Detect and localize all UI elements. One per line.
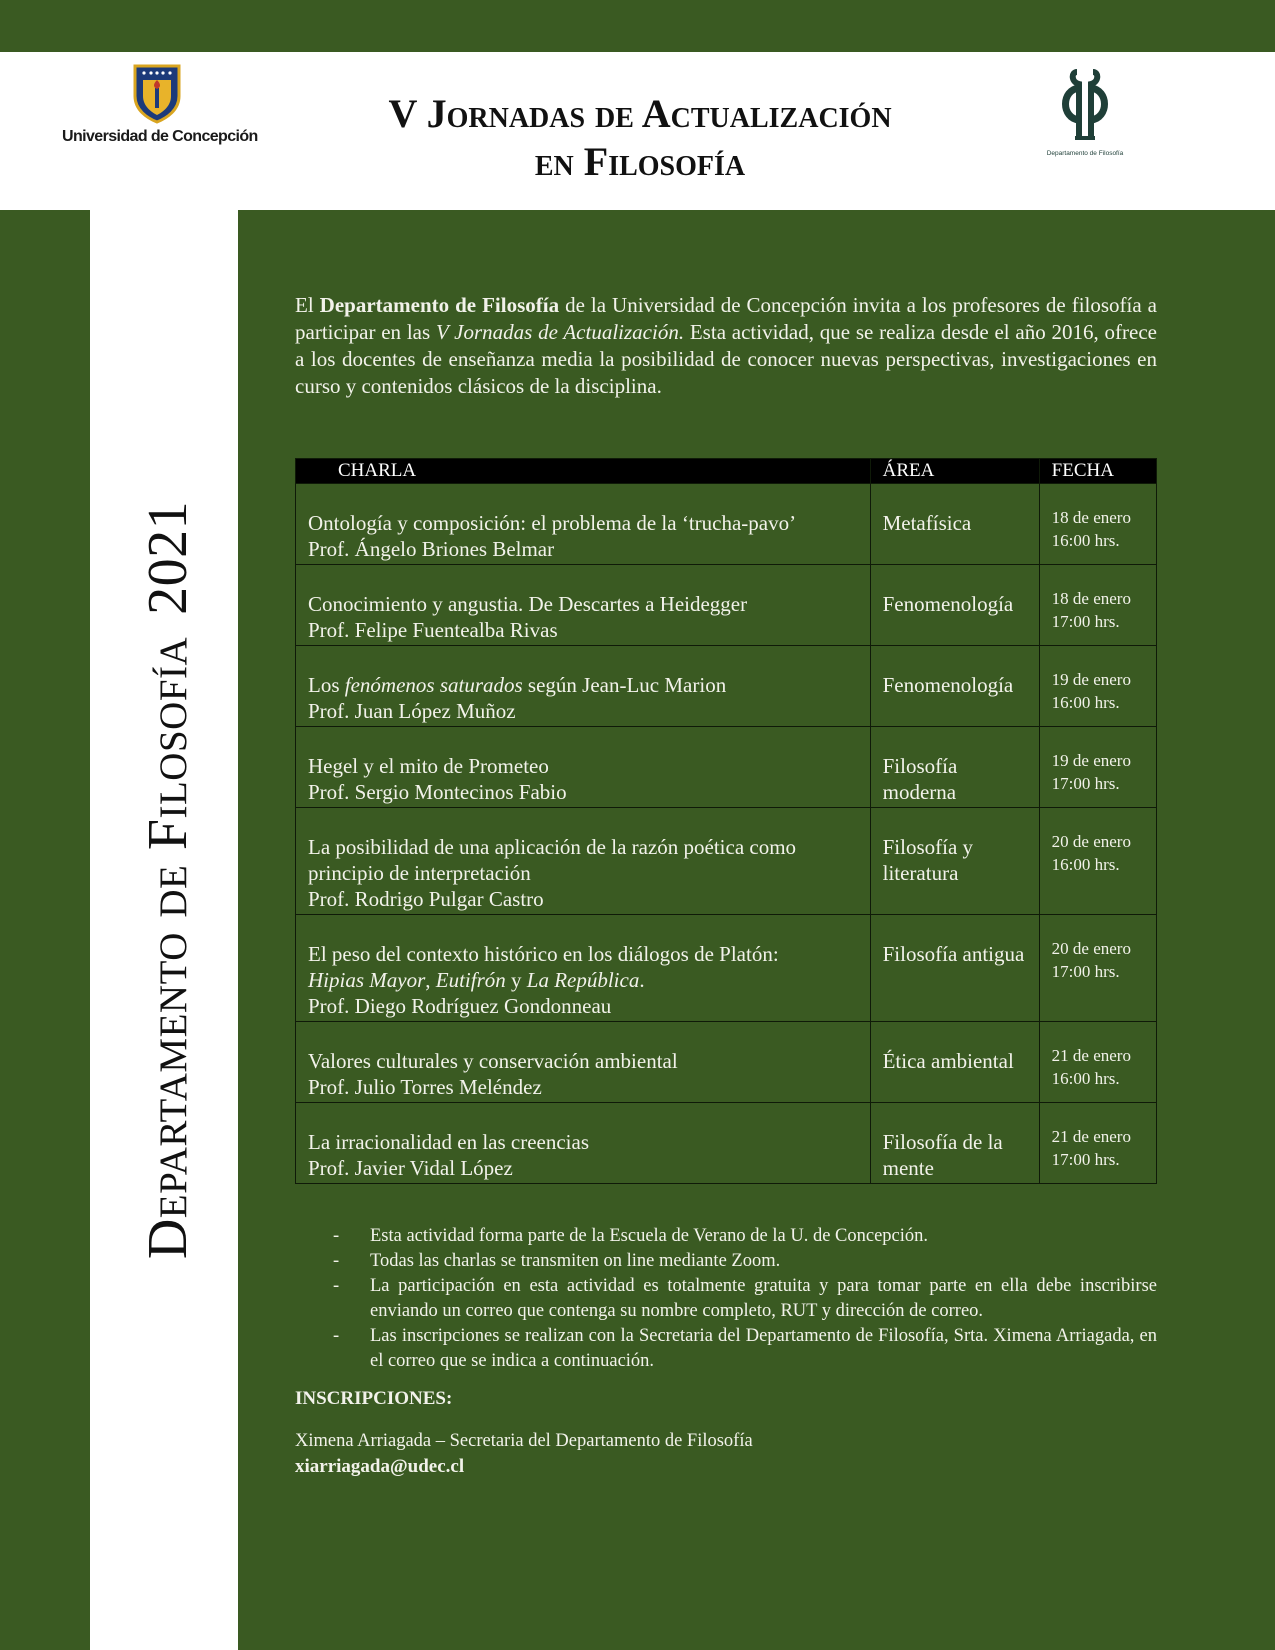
list-item <box>295 1224 1157 1249</box>
talk-date: 20 de enero <box>1051 832 1131 851</box>
intro-text-2: de la Universidad de Concepción invita a los profesores de filosofía a participar en las <box>295 293 1157 344</box>
talk-cell <box>296 808 871 915</box>
contact-email[interactable]: xiarriagada@udec.cl <box>295 1456 465 1477</box>
talk-time: 17:00 hrs. <box>1051 1150 1120 1169</box>
separator: . <box>639 968 645 992</box>
talk-title: La posibilidad de una aplicación de la razón poética como <box>308 835 797 859</box>
talk-date: 20 de enero <box>1051 939 1131 958</box>
talk-time: 17:00 hrs. <box>1051 962 1120 981</box>
talk-title-italic: fenómenos saturados <box>344 673 523 697</box>
area-line: literatura <box>882 861 959 885</box>
udec-shield-icon <box>131 62 183 124</box>
intro-text-3: Esta actividad, que se realiza desde el año 2016, ofrece a los docentes de enseñanza media la posibilidad de conocer nuevas perspectivas, investigaciones en curso y contenidos clásicos de la disciplina. <box>295 320 1157 398</box>
table-row <box>296 727 1157 808</box>
table-row <box>296 484 1157 565</box>
talk-cell <box>296 484 871 565</box>
area-cell: Metafísica <box>870 484 1039 565</box>
top-band <box>0 0 1275 52</box>
talk-date: 21 de enero <box>1051 1127 1131 1146</box>
note-text: Todas las charlas se transmiten on line mediante Zoom. <box>370 1251 781 1271</box>
talk-cell <box>296 1103 871 1184</box>
talk-professor: Prof. Ángelo Briones Belmar <box>308 537 555 561</box>
header <box>0 52 1275 210</box>
area-line: Filosofía <box>882 754 958 778</box>
talk-professor: Prof. Julio Torres Meléndez <box>308 1075 542 1099</box>
date-cell <box>1039 484 1156 565</box>
inscripciones-heading: INSCRIPCIONES: <box>295 1388 453 1409</box>
area-cell <box>870 727 1039 808</box>
talk-date: 18 de enero <box>1051 589 1131 608</box>
talk-professor: Prof. Javier Vidal López <box>308 1156 513 1180</box>
dept-logo-caption: Departamento de Filosofía <box>1046 150 1124 157</box>
work-title: Eutifrón <box>435 968 506 992</box>
date-cell <box>1039 808 1156 915</box>
talk-title <box>308 672 858 698</box>
separator: , <box>425 968 436 992</box>
note-text: Las inscripciones se realizan con la Secretaria del Departamento de Filosofía, Srta. Ximena Arriagada, en el correo que se indica a continuación. <box>370 1326 1157 1371</box>
talk-title-part: Los <box>308 673 345 697</box>
date-cell <box>1039 565 1156 646</box>
list-dash: - <box>333 1226 340 1246</box>
talk-date: 19 de enero <box>1051 751 1131 770</box>
vertical-side-label <box>136 501 200 1259</box>
dept-logo <box>1040 66 1130 157</box>
table-row <box>296 1022 1157 1103</box>
talks-table <box>295 458 1157 1184</box>
intro-paragraph <box>295 292 1157 400</box>
note-text: La participación en esta actividad es totalmente gratuita y para tomar parte en ella debe inscribirse enviando un correo que contenga su nombre completo, RUT y dirección de correo. <box>370 1276 1157 1321</box>
talk-title-part: según Jean-Luc Marion <box>522 673 727 697</box>
udec-logo <box>62 62 258 192</box>
area-line: moderna <box>882 780 957 804</box>
note-text: Esta actividad forma parte de la Escuela de Verano de la U. de Concepción. <box>370 1226 929 1246</box>
talk-title: El peso del contexto histórico en los diálogos de Platón: <box>308 942 779 966</box>
talk-title-works <box>308 967 858 993</box>
area-cell: Fenomenología <box>870 646 1039 727</box>
area-line: Filosofía de la <box>882 1130 1003 1154</box>
talk-time: 17:00 hrs. <box>1051 612 1120 631</box>
title-line-2: en Filosofía <box>534 139 746 184</box>
list-item <box>295 1274 1157 1324</box>
main-content <box>295 292 1157 1480</box>
list-dash: - <box>333 1251 340 1271</box>
area-line: mente <box>882 1156 934 1180</box>
title-line-1: V Jornadas de Actualización <box>388 91 892 136</box>
intro-dept: Departamento de Filosofía <box>319 293 560 317</box>
talk-cell <box>296 565 871 646</box>
dept-filosofia-monogram-icon <box>1057 66 1113 144</box>
talk-cell <box>296 1022 871 1103</box>
area-cell: Ética ambiental <box>870 1022 1039 1103</box>
area-cell: Fenomenología <box>870 565 1039 646</box>
talk-time: 17:00 hrs. <box>1051 774 1120 793</box>
table-row <box>296 565 1157 646</box>
talk-cell <box>296 646 871 727</box>
work-title: Hipias Mayor <box>308 968 426 992</box>
contact-block <box>295 1428 1157 1480</box>
side-label-text: Departamento de Filosofía <box>137 636 199 1260</box>
talk-professor: Prof. Rodrigo Pulgar Castro <box>308 887 544 911</box>
talk-professor: Prof. Felipe Fuentealba Rivas <box>308 618 558 642</box>
intro-text-1: El <box>295 293 320 317</box>
date-cell <box>1039 1103 1156 1184</box>
table-row <box>296 808 1157 915</box>
intro-event: V Jornadas de Actualización. <box>435 320 685 344</box>
header-area: ÁREA <box>870 459 1039 484</box>
date-cell <box>1039 915 1156 1022</box>
talk-cell <box>296 915 871 1022</box>
list-item <box>295 1249 1157 1274</box>
table-header-row <box>296 459 1157 484</box>
talk-professor: Prof. Juan López Muñoz <box>308 699 516 723</box>
talk-title: Valores culturales y conservación ambiental <box>308 1049 678 1073</box>
talk-title-cont: principio de interpretación <box>308 861 531 885</box>
talk-time: 16:00 hrs. <box>1051 693 1120 712</box>
table-row <box>296 646 1157 727</box>
talk-title: Hegel y el mito de Prometeo <box>308 754 549 778</box>
area-cell <box>870 808 1039 915</box>
talk-date: 18 de enero <box>1051 508 1131 527</box>
talk-date: 21 de enero <box>1051 1046 1131 1065</box>
talk-cell <box>296 727 871 808</box>
university-name: Universidad de Concepción <box>62 128 258 145</box>
talk-professor: Prof. Diego Rodríguez Gondonneau <box>308 994 612 1018</box>
table-row <box>296 1103 1157 1184</box>
contact-name: Ximena Arriagada – Secretaria del Departamento de Filosofía <box>295 1431 753 1451</box>
area-cell: Filosofía antigua <box>870 915 1039 1022</box>
date-cell <box>1039 1022 1156 1103</box>
date-cell <box>1039 646 1156 727</box>
list-dash: - <box>333 1326 340 1346</box>
header-charla: CHARLA <box>296 459 871 484</box>
talk-time: 16:00 hrs. <box>1051 1069 1120 1088</box>
separator: y <box>505 968 527 992</box>
talk-date: 19 de enero <box>1051 670 1131 689</box>
area-cell <box>870 1103 1039 1184</box>
date-cell <box>1039 727 1156 808</box>
side-year: 2021 <box>137 500 199 615</box>
talk-professor: Prof. Sergio Montecinos Fabio <box>308 780 567 804</box>
area-line: Filosofía y <box>882 835 974 859</box>
list-item <box>295 1324 1157 1374</box>
talk-time: 16:00 hrs. <box>1051 531 1120 550</box>
table-row <box>296 915 1157 1022</box>
talk-title: Ontología y composición: el problema de la ‘trucha-pavo’ <box>308 511 797 535</box>
notes-list <box>295 1224 1157 1374</box>
page-title <box>300 90 980 186</box>
talk-title: Conocimiento y angustia. De Descartes a Heidegger <box>308 592 748 616</box>
talk-time: 16:00 hrs. <box>1051 855 1120 874</box>
list-dash: - <box>333 1276 340 1296</box>
work-title: La República <box>526 968 640 992</box>
talk-title: La irracionalidad en las creencias <box>308 1130 590 1154</box>
header-fecha: FECHA <box>1039 459 1156 484</box>
